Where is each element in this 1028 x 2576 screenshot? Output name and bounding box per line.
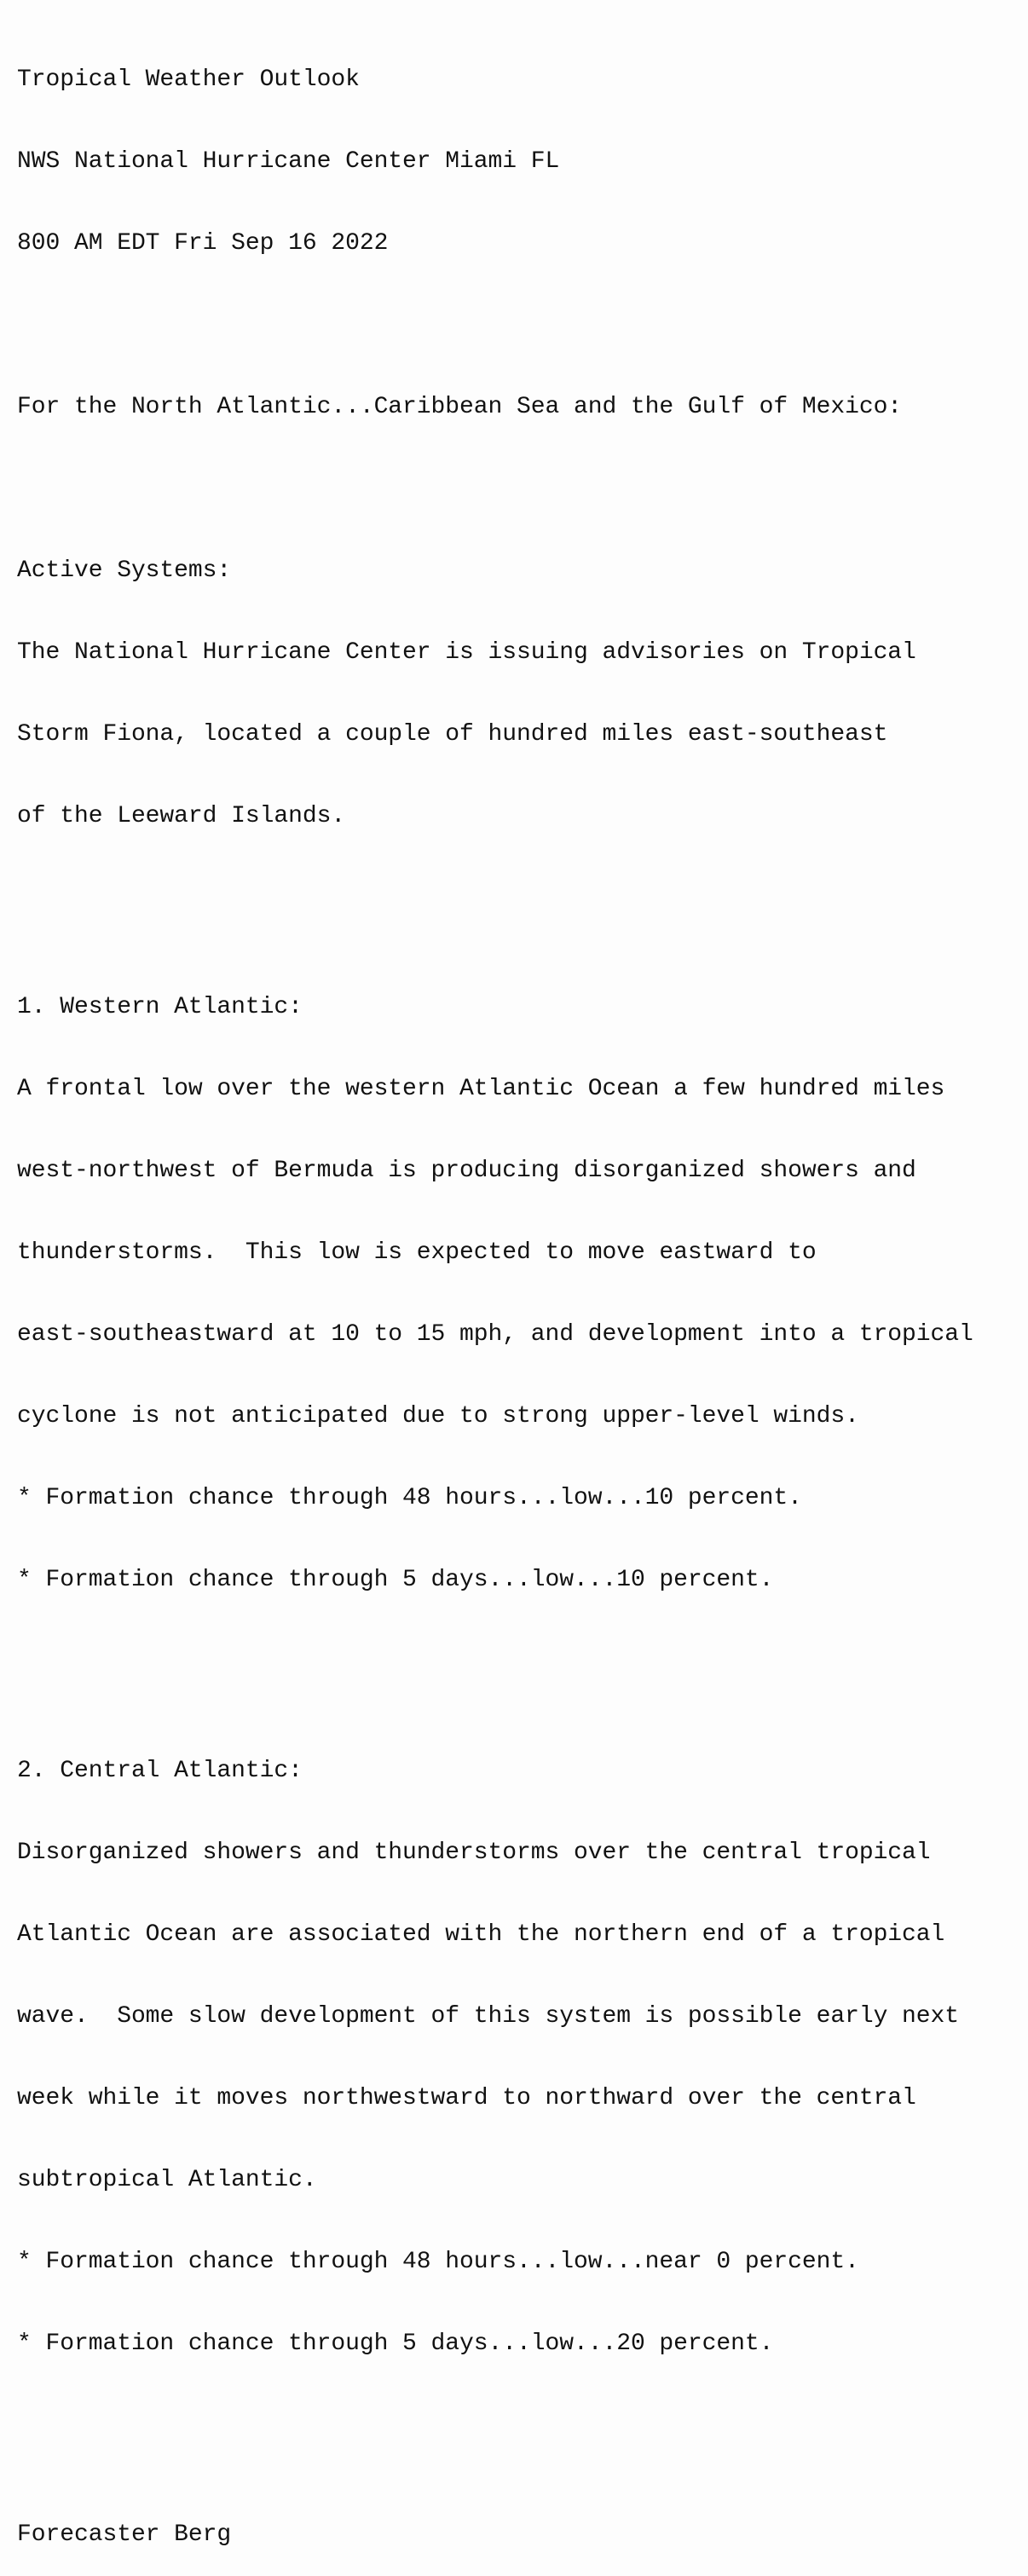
- document-title: Tropical Weather Outlook: [17, 66, 360, 93]
- outlook-1-text: A frontal low over the western Atlantic Ocean a few hundred miles: [17, 1076, 945, 1102]
- outlook-2-text: Disorganized showers and thunderstorms over the central tropical: [17, 1840, 931, 1866]
- issue-time: 800 AM EDT Fri Sep 16 2022: [17, 230, 389, 257]
- active-systems-text: of the Leeward Islands.: [17, 803, 346, 829]
- active-systems-text: Storm Fiona, located a couple of hundred miles east-southeast: [17, 721, 888, 748]
- blank-line: [17, 2412, 973, 2440]
- blank-line: [17, 476, 973, 503]
- outlook-2-text: wave. Some slow development of this system is possible early next: [17, 2003, 960, 2030]
- outlook-2-text: subtropical Atlantic.: [17, 2167, 317, 2193]
- outlook-1-text: east-southeastward at 10 to 15 mph, and development into a tropical: [17, 1321, 973, 1348]
- blank-line: [17, 885, 973, 912]
- outlook-1-text: thunderstorms. This low is expected to move eastward to: [17, 1239, 817, 1266]
- outlook-1-text: west-northwest of Bermuda is producing disorganized showers and: [17, 1158, 916, 1184]
- outlook-document: [17, 12, 973, 2576]
- issuing-office: NWS National Hurricane Center Miami FL: [17, 148, 560, 175]
- forecaster-signature: Forecaster Berg: [17, 2521, 232, 2548]
- active-systems-heading: Active Systems:: [17, 557, 232, 584]
- outlook-1-heading: 1. Western Atlantic:: [17, 994, 303, 1020]
- blank-line: [17, 312, 973, 339]
- outlook-1-chance-48h: * Formation chance through 48 hours...low...10 percent.: [17, 1485, 802, 1511]
- region-line: For the North Atlantic...Caribbean Sea and the Gulf of Mexico:: [17, 394, 903, 420]
- blank-line: [17, 1649, 973, 1676]
- outlook-2-chance-48h: * Formation chance through 48 hours...low...near 0 percent.: [17, 2249, 859, 2275]
- outlook-2-heading: 2. Central Atlantic:: [17, 1758, 303, 1784]
- active-systems-text: The National Hurricane Center is issuing advisories on Tropical: [17, 639, 916, 666]
- outlook-1-text: cyclone is not anticipated due to strong upper-level winds.: [17, 1403, 859, 1430]
- outlook-1-chance-5d: * Formation chance through 5 days...low...10 percent.: [17, 1567, 774, 1593]
- outlook-2-text: Atlantic Ocean are associated with the northern end of a tropical: [17, 1921, 945, 1948]
- outlook-2-text: week while it moves northwestward to northward over the central: [17, 2085, 916, 2111]
- outlook-2-chance-5d: * Formation chance through 5 days...low...20 percent.: [17, 2331, 774, 2357]
